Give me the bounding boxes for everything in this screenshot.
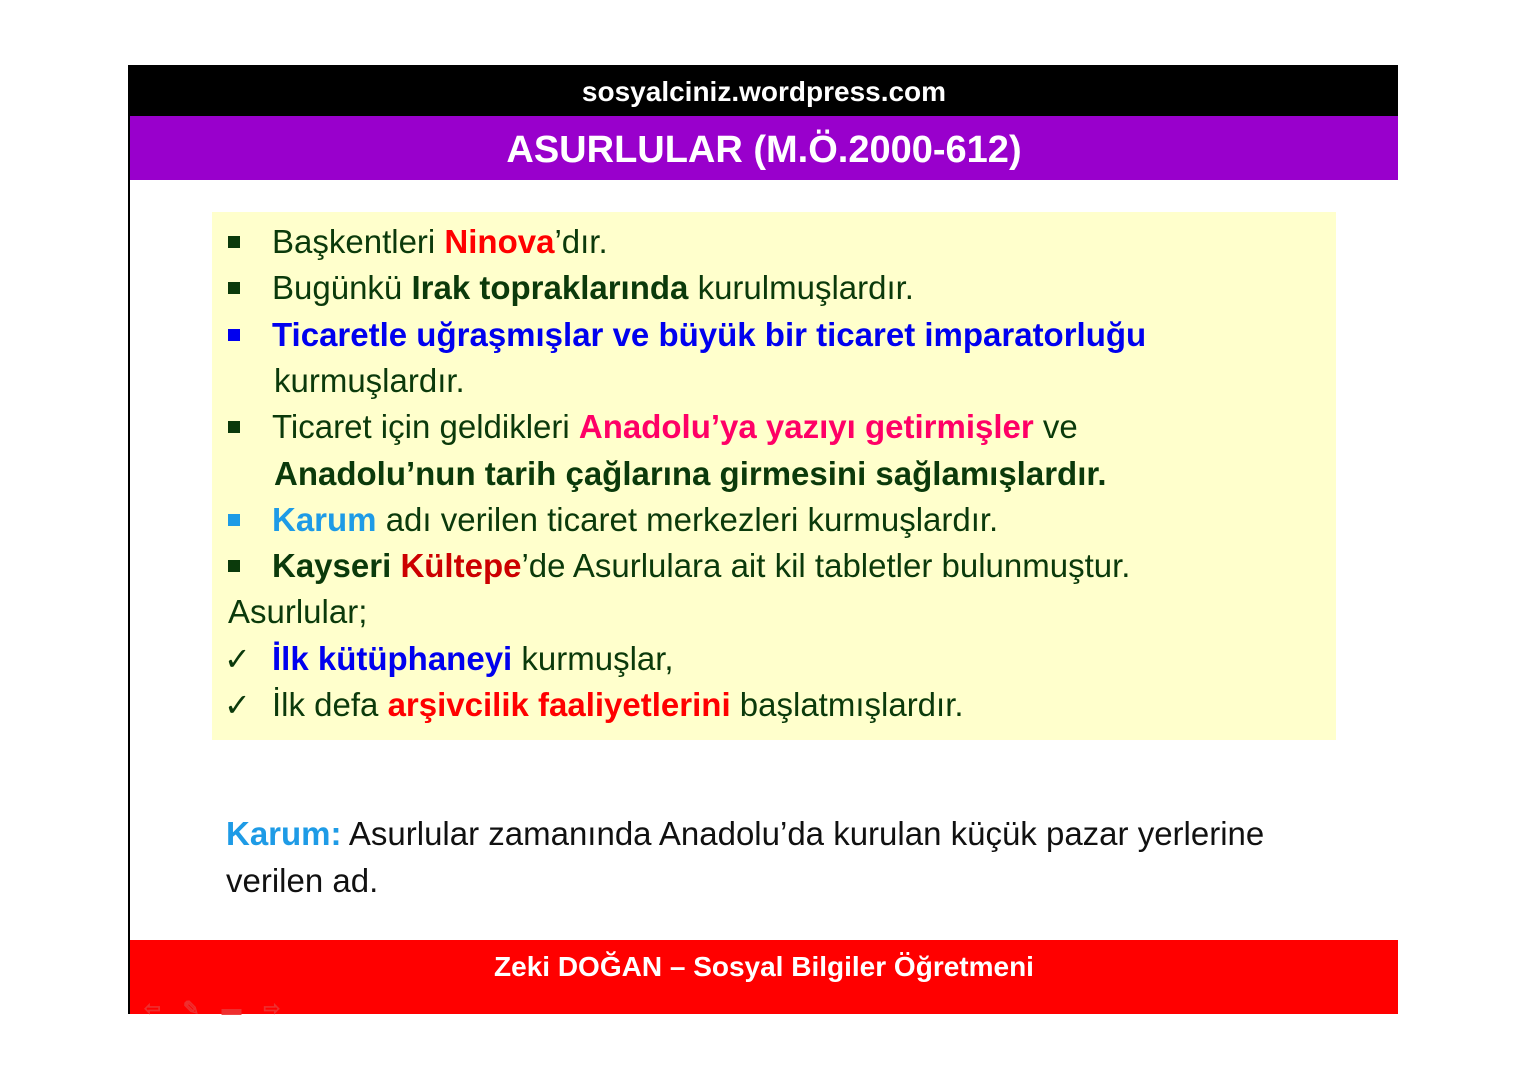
text-segment: Ticaret için geldikleri	[272, 408, 579, 446]
arrow-right-icon[interactable]: ⇨	[263, 998, 281, 1020]
site-header: sosyalciniz.wordpress.com	[130, 65, 1398, 116]
text-segment: Bugünkü	[272, 269, 412, 307]
list-item	[224, 636, 674, 682]
list-item	[272, 497, 998, 543]
text-segment: kurmuşlardır.	[274, 361, 465, 399]
list-item	[274, 451, 1107, 497]
text-segment: Anadolu’nun tarih çağlarına girmesini sağlamışlardır.	[274, 454, 1107, 492]
checkmark-icon: ✓	[224, 687, 251, 723]
slide-nav	[144, 982, 280, 1036]
text-segment: Kültepe	[400, 547, 522, 585]
text-segment: Kayseri	[272, 547, 401, 585]
text-segment: ve	[1033, 408, 1078, 446]
definition	[226, 810, 1326, 904]
text-segment: ’de Asurlulara ait kil tabletler bulunmuştur.	[521, 547, 1131, 585]
bullet-icon	[228, 329, 240, 341]
bullet-icon	[228, 421, 240, 433]
text-segment: Irak topraklarında	[411, 269, 689, 307]
text-segment: başlatmışlardır.	[730, 686, 964, 723]
list-item	[228, 589, 367, 635]
text-segment: kurmuşlar,	[512, 639, 674, 677]
checkmark-icon: ✓	[224, 640, 251, 677]
text-segment: İlk defa	[272, 686, 388, 723]
text-segment: ’dır.	[554, 223, 608, 260]
text-segment: İlk kütüphaneyi	[272, 639, 513, 677]
slide-title: ASURLULAR (M.Ö.2000-612)	[130, 116, 1398, 180]
list-item	[224, 682, 964, 728]
content-box	[212, 212, 1336, 740]
text-segment: adı verilen ticaret merkezleri kurmuşlardır.	[376, 500, 999, 538]
text-segment: Anadolu’ya yazıyı getirmişler	[578, 408, 1034, 446]
list-item	[274, 358, 465, 404]
text-segment: Ninova	[444, 223, 555, 260]
list-item	[272, 219, 608, 265]
text-segment: Asurlular;	[228, 593, 368, 631]
list-item	[272, 312, 1146, 358]
list-item	[272, 404, 1078, 450]
text-segment: Karum	[272, 500, 377, 538]
text-segment: arşivcilik faaliyetlerini	[387, 686, 731, 723]
bullet-icon	[228, 236, 240, 248]
text-segment: Ticaretle uğraşmışlar ve büyük bir ticaret imparatorluğu	[272, 315, 1147, 353]
list-item	[272, 543, 1130, 589]
text-segment: Başkentleri	[272, 223, 445, 260]
text-segment: kurulmuşlardır.	[688, 269, 914, 307]
footer-text: Zeki DOĞAN – Sosyal Bilgiler Öğretmeni	[494, 951, 1034, 982]
definition-term: Karum:	[226, 815, 342, 852]
menu-icon[interactable]: ▬	[221, 998, 242, 1020]
bullet-icon	[228, 282, 240, 294]
footer	[130, 940, 1398, 1020]
bullet-icon	[228, 514, 240, 526]
bullet-icon	[228, 560, 240, 572]
slide	[128, 65, 1398, 1020]
list-item	[272, 265, 914, 311]
pen-icon[interactable]: ✎	[182, 998, 200, 1020]
arrow-left-icon[interactable]: ⇦	[144, 998, 161, 1020]
definition-text: Asurlular zamanında Anadolu’da kurulan küçük pazar yerlerine verilen ad.	[226, 815, 1265, 899]
